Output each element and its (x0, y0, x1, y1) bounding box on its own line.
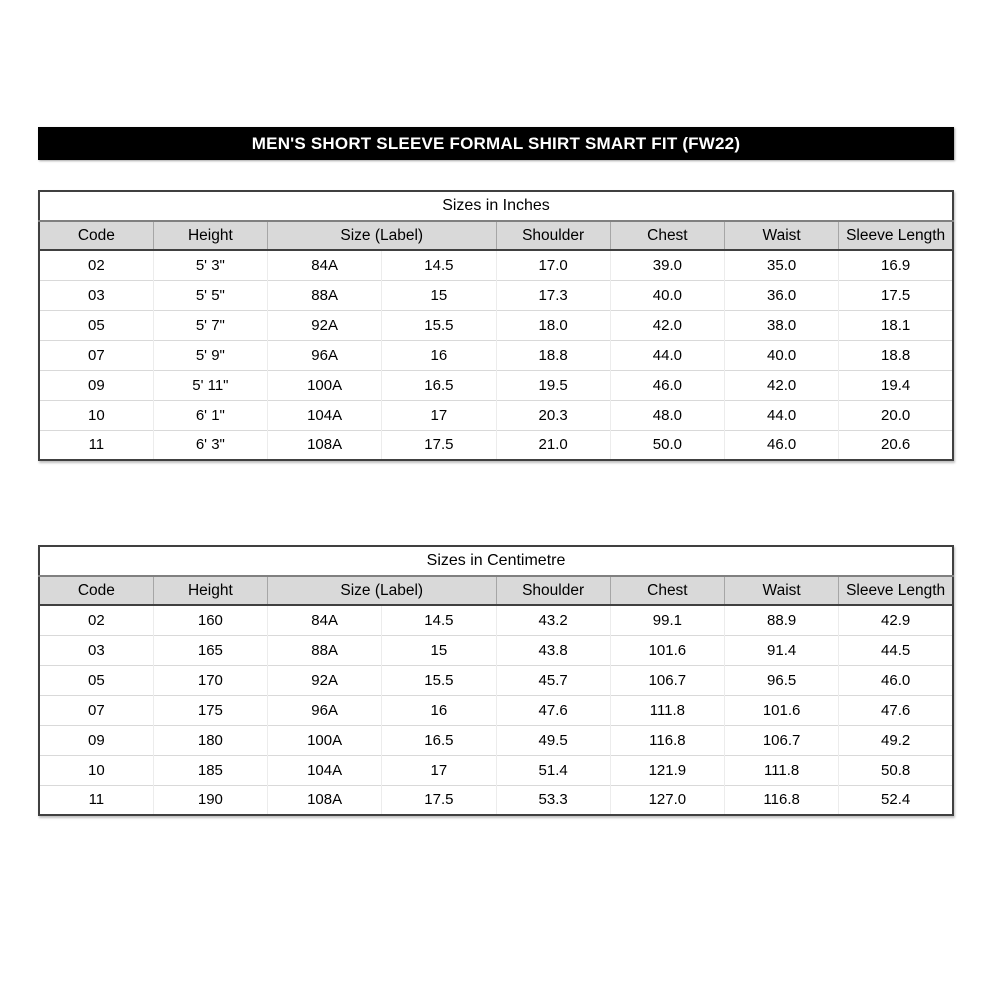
header-cell: Code (39, 576, 153, 605)
table-row (39, 665, 953, 695)
table-cell: 40.0 (610, 280, 724, 310)
header-cell: Code (39, 221, 153, 250)
table-row (39, 370, 953, 400)
table-cell: 11 (39, 785, 153, 815)
table-cell: 106.7 (725, 725, 839, 755)
table-cell: 5' 3" (153, 250, 267, 280)
table-cell: 16 (382, 695, 496, 725)
page-title: MEN'S SHORT SLEEVE FORMAL SHIRT SMART FIT (FW22) (38, 127, 954, 160)
table-cell: 16.5 (382, 725, 496, 755)
table-row (39, 725, 953, 755)
table-cell: 104A (268, 400, 382, 430)
header-cell: Height (153, 221, 267, 250)
table-cell: 42.0 (610, 310, 724, 340)
table-cell: 46.0 (839, 665, 953, 695)
table-cell: 100A (268, 725, 382, 755)
table-cell: 127.0 (610, 785, 724, 815)
table-caption-row (39, 546, 953, 576)
table-cell: 02 (88, 611, 105, 629)
table-cell: 165 (153, 635, 267, 665)
table-cell: 17.5 (382, 430, 496, 460)
table-cell: 88.9 (725, 605, 839, 635)
table-cell: 02 (88, 256, 105, 274)
table-cell: 53.3 (496, 785, 610, 815)
table-row (39, 635, 953, 665)
table-cell: 84A (268, 250, 382, 280)
table-row (39, 250, 953, 280)
table-cell: 108A (268, 785, 382, 815)
table-cell: 101.6 (610, 635, 724, 665)
table-cell: 05 (39, 665, 153, 695)
table-header-row (39, 576, 953, 605)
table-cell: 88A (268, 280, 382, 310)
table-cell: 45.7 (496, 665, 610, 695)
table-row (39, 430, 953, 460)
table-cell: 16.5 (382, 370, 496, 400)
table-cell: 15.5 (382, 310, 496, 340)
table-cell: 50.8 (839, 755, 953, 785)
table-cell: 17.0 (496, 250, 610, 280)
table-cell: 07 (39, 695, 153, 725)
header-cell: Height (153, 576, 267, 605)
table-cell: 15 (382, 635, 496, 665)
table-cell: 185 (153, 755, 267, 785)
table-cell: 52.4 (839, 785, 953, 815)
table-cell: 106.7 (610, 665, 724, 695)
table-cell: 43.2 (496, 605, 610, 635)
table-cell: 10 (39, 755, 153, 785)
table-cell: 17 (382, 400, 496, 430)
table-cell: 96A (268, 340, 382, 370)
table-cell: 05 (39, 310, 153, 340)
table-cell: 104A (268, 755, 382, 785)
table-cell: 19.5 (496, 370, 610, 400)
header-cell: Sleeve Length (839, 221, 953, 250)
table-cell: 42.9 (839, 605, 953, 635)
table-cell: 51.4 (496, 755, 610, 785)
header-cell: Waist (725, 576, 839, 605)
table-cell: 36.0 (725, 280, 839, 310)
table-cell: 5' 7" (153, 310, 267, 340)
table-cell: 17.5 (382, 785, 496, 815)
table-cell: 160 (153, 605, 267, 635)
table-cell: 96A (268, 695, 382, 725)
table-cell: 17 (382, 755, 496, 785)
table-cell: 170 (153, 665, 267, 695)
header-cell: Sleeve Length (839, 576, 953, 605)
table-cell: 101.6 (725, 695, 839, 725)
table-header-row (39, 221, 953, 250)
table-cell: 92A (268, 310, 382, 340)
table-cell: 14.5 (382, 605, 496, 635)
table-caption-row (39, 191, 953, 221)
table-cell: 5' 11" (153, 370, 267, 400)
table-cell: 20.0 (839, 400, 953, 430)
table-cell: 6' 1" (153, 400, 267, 430)
table-cell: 15.5 (382, 665, 496, 695)
header-cell: Size (Label) (268, 221, 497, 250)
table-cell: 111.8 (610, 695, 724, 725)
table-cell: 99.1 (610, 605, 724, 635)
table-cell: 5' 5" (153, 280, 267, 310)
table-cell: 84A (268, 605, 382, 635)
table-cell: 39.0 (610, 250, 724, 280)
table-cell: 43.8 (496, 635, 610, 665)
table-cell: 19.4 (839, 370, 953, 400)
table-cell: 16 (382, 340, 496, 370)
table-cell: 96.5 (725, 665, 839, 695)
table-cell: 15 (382, 280, 496, 310)
table-cell: 6' 3" (153, 430, 267, 460)
table-cell: 20.3 (496, 400, 610, 430)
table-cell: 03 (39, 635, 153, 665)
table-row (39, 310, 953, 340)
table-cell: 03 (39, 280, 153, 310)
header-cell: Chest (610, 576, 724, 605)
table-cell: 20.6 (839, 430, 953, 460)
table-cell: 49.5 (496, 725, 610, 755)
table-cell: 180 (153, 725, 267, 755)
header-cell: Waist (725, 221, 839, 250)
table-row (39, 695, 953, 725)
table-cell: 16.9 (839, 250, 953, 280)
table-cell: 17.5 (839, 280, 953, 310)
table-cell: 10 (39, 400, 153, 430)
table-cell: 18.1 (839, 310, 953, 340)
table-cell: 48.0 (610, 400, 724, 430)
table-cell: 175 (153, 695, 267, 725)
table-row (39, 280, 953, 310)
table-cell: 49.2 (839, 725, 953, 755)
table-cell: 21.0 (496, 430, 610, 460)
table-row (39, 785, 953, 815)
table-cell: 09 (39, 725, 153, 755)
header-cell: Chest (610, 221, 724, 250)
table-cell: 116.8 (610, 725, 724, 755)
table-row (39, 605, 953, 635)
table-cell: 121.9 (610, 755, 724, 785)
table-cell: 92A (268, 665, 382, 695)
table-cell: 18.8 (496, 340, 610, 370)
table-row (39, 340, 953, 370)
table-cell: 44.0 (725, 400, 839, 430)
table-cell: 18.0 (496, 310, 610, 340)
table-cell: 46.0 (610, 370, 724, 400)
header-cell: Shoulder (496, 576, 610, 605)
table-row (39, 755, 953, 785)
table-cell: 111.8 (725, 755, 839, 785)
table-caption: Sizes in Centimetre (39, 546, 953, 576)
sizes-in-centimetre-table (38, 545, 954, 816)
table-cell: 108A (268, 430, 382, 460)
table-cell: 50.0 (610, 430, 724, 460)
header-cell: Shoulder (496, 221, 610, 250)
table-cell: 40.0 (725, 340, 839, 370)
table-cell: 91.4 (725, 635, 839, 665)
table-cell: 09 (39, 370, 153, 400)
table-cell: 47.6 (496, 695, 610, 725)
table-cell: 42.0 (725, 370, 839, 400)
table-cell: 07 (39, 340, 153, 370)
table-cell: 44.0 (610, 340, 724, 370)
table-cell: 11 (39, 430, 153, 460)
table-cell: 116.8 (725, 785, 839, 815)
table-cell: 100A (268, 370, 382, 400)
table-cell: 38.0 (725, 310, 839, 340)
table-caption: Sizes in Inches (39, 191, 953, 221)
table-cell: 88A (268, 635, 382, 665)
table-cell: 14.5 (382, 250, 496, 280)
table-row (39, 400, 953, 430)
table-cell: 35.0 (725, 250, 839, 280)
table-cell: 18.8 (839, 340, 953, 370)
table-cell: 190 (153, 785, 267, 815)
sizes-in-inches-table (38, 190, 954, 461)
table-cell: 44.5 (839, 635, 953, 665)
table-cell: 47.6 (839, 695, 953, 725)
table-cell: 5' 9" (153, 340, 267, 370)
header-cell: Size (Label) (268, 576, 497, 605)
table-cell: 17.3 (496, 280, 610, 310)
table-cell: 46.0 (725, 430, 839, 460)
